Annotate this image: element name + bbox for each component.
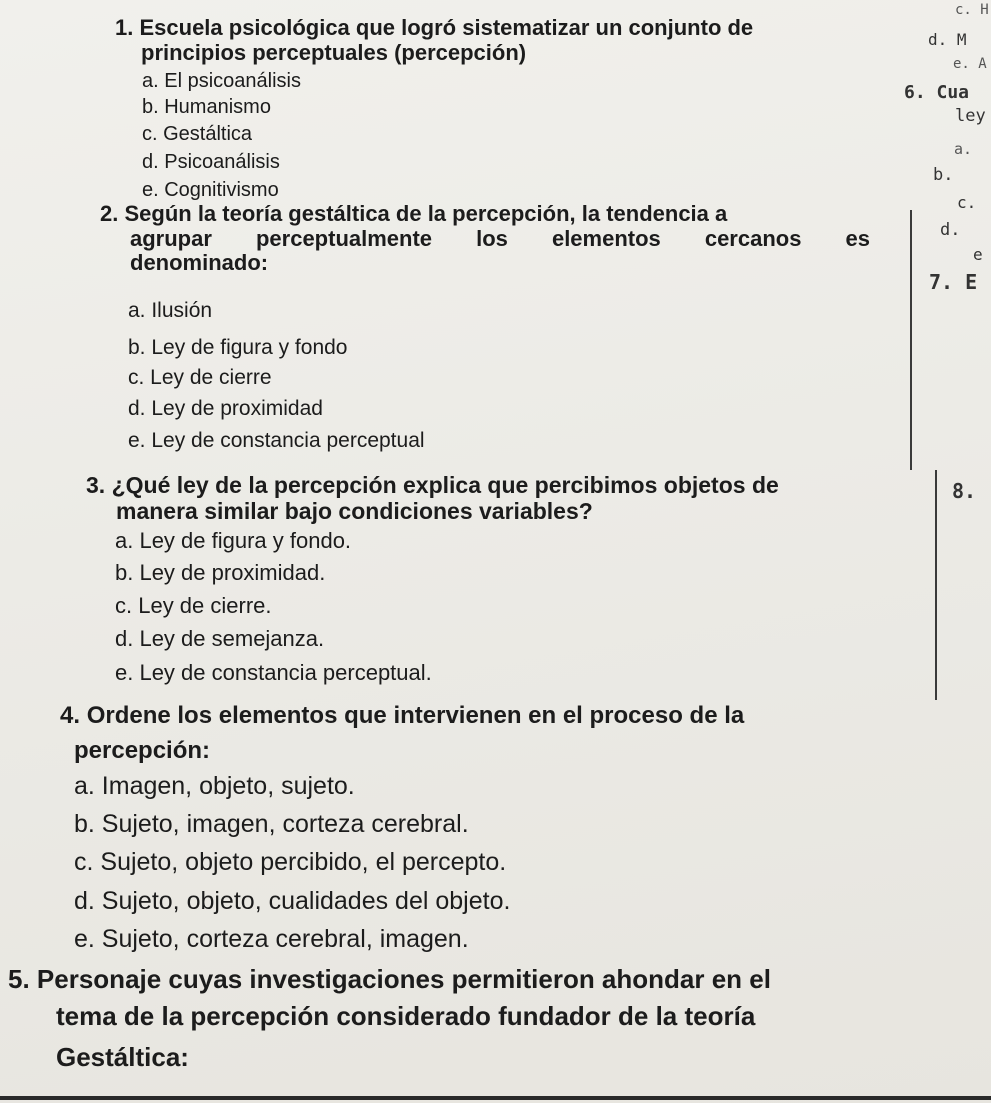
question-2-line3: denominado: — [130, 250, 269, 276]
question-3-number: 3. — [86, 472, 106, 498]
question-4-option-e: e. Sujeto, corteza cerebral, imagen. — [74, 925, 469, 953]
question-4-option-a: a. Imagen, objeto, sujeto. — [74, 772, 355, 800]
question-1-number: 1. — [115, 15, 134, 40]
question-5-line3: Gestáltica: — [56, 1042, 189, 1073]
side-option-d: d. M — [928, 30, 967, 49]
question-3-option-d: d. Ley de semejanza. — [115, 626, 325, 651]
question-3 — [86, 473, 926, 525]
question-1-option-a: a. El psicoanálisis — [142, 70, 301, 92]
question-5-number: 5. — [8, 964, 30, 994]
question-1 — [115, 16, 855, 65]
side-option-a: a. — [954, 140, 973, 158]
question-3-option-c: c. Ley de cierre. — [115, 593, 272, 618]
question-5-line1: Personaje cuyas investigaciones permitieron ahondar en el — [36, 964, 771, 994]
question-1-option-d: d. Psicoanálisis — [142, 151, 280, 173]
column-divider-upper — [910, 210, 912, 470]
side-question-6-cont: ley — [955, 106, 986, 126]
question-4-option-d: d. Sujeto, objeto, cualidades del objeto. — [74, 887, 511, 915]
question-4-line1: Ordene los elementos que intervienen en el proceso de la — [86, 702, 745, 729]
question-5-line2: tema de la percepción considerado fundador de la teoría — [56, 1001, 756, 1032]
question-3-line2: manera similar bajo condiciones variables? — [116, 497, 593, 524]
side-option-b: b. — [933, 165, 954, 185]
side-question-6: 6. Cua — [904, 82, 970, 103]
question-2-option-d: d. Ley de proximidad — [128, 397, 323, 420]
question-2-option-c: c. Ley de cierre — [128, 366, 272, 389]
side-option-c2: c. — [957, 193, 977, 212]
question-4-number: 4. — [60, 702, 81, 729]
question-2-option-e: e. Ley de constancia perceptual — [128, 429, 425, 452]
question-3-option-e: e. Ley de constancia perceptual. — [115, 660, 432, 685]
question-4-option-c: c. Sujeto, objeto percibido, el percepto. — [74, 848, 507, 876]
question-1-option-e: e. Cognitivismo — [142, 179, 279, 201]
question-2-option-a: a. Ilusión — [128, 299, 213, 322]
question-3-option-a: a. Ley de figura y fondo. — [115, 528, 352, 553]
question-2-line1: Según la teoría gestáltica de la percepción, la tendencia a — [124, 201, 728, 226]
column-divider-lower — [935, 470, 937, 700]
question-4-option-b: b. Sujeto, imagen, corteza cerebral. — [74, 810, 469, 838]
side-option-c: c. H — [955, 2, 989, 18]
question-1-option-b: b. Humanismo — [142, 96, 271, 118]
side-option-e2: e — [973, 245, 983, 264]
question-2 — [100, 202, 900, 276]
side-option-d2: d. — [940, 220, 961, 240]
question-2-option-b: b. Ley de figura y fondo — [128, 336, 348, 359]
question-1-line2: principios perceptuales (percepción) — [141, 39, 527, 65]
side-question-7: 7. E — [929, 270, 978, 294]
question-1-line1: Escuela psicológica que logró sistematizar un conjunto de — [139, 15, 754, 40]
question-4-line2: percepción: — [74, 736, 211, 764]
question-1-option-c: c. Gestáltica — [142, 123, 253, 145]
question-3-line1: ¿Qué ley de la percepción explica que percibimos objetos de — [111, 472, 779, 498]
question-5 — [8, 965, 983, 1072]
question-2-line2: agrupar perceptualmente los elementos cercanos es — [130, 225, 870, 251]
question-3-option-b: b. Ley de proximidad. — [115, 560, 326, 585]
side-question-8: 8. — [952, 479, 977, 503]
bottom-edge-line — [0, 1096, 991, 1100]
side-option-e: e. A — [953, 56, 987, 72]
question-2-number: 2. — [100, 201, 119, 226]
question-4 — [60, 703, 940, 765]
